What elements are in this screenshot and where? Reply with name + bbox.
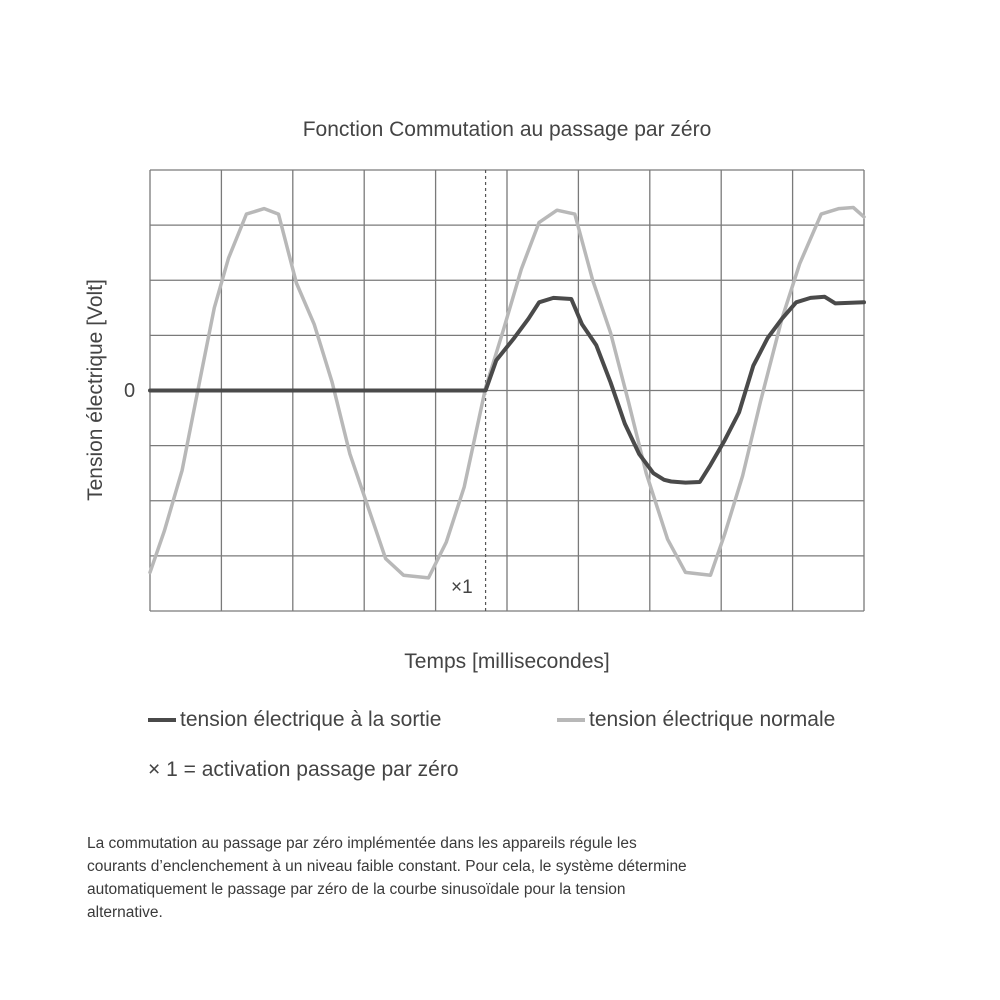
legend-swatch-output: [148, 718, 176, 722]
y-axis-label: Tension électrique [Volt]: [84, 279, 107, 501]
legend-swatch-normal: [557, 718, 585, 722]
legend-item-normal: [557, 708, 835, 732]
description-text: La commutation au passage par zéro implémentée dans les appareils régule les courants d’enclenchement à un niveau faible constant. Pour cela, le système détermine automatiquement le passage par zéro de la courbe sinusoïdale pour la tension alternative.: [87, 835, 687, 921]
legend-label-output: tension électrique à la sortie: [180, 708, 442, 731]
zero-crossing-marker-label: ×1: [451, 577, 473, 598]
x-axis-label: Temps [millisecondes]: [404, 650, 610, 673]
chart-title: Fonction Commutation au passage par zéro: [302, 118, 712, 141]
y-tick-label-zero: 0: [124, 380, 136, 402]
zero-crossing-note: × 1 = activation passage par zéro: [148, 758, 459, 781]
legend-label-normal: tension électrique normale: [589, 708, 836, 731]
legend-item-output: [148, 708, 442, 732]
